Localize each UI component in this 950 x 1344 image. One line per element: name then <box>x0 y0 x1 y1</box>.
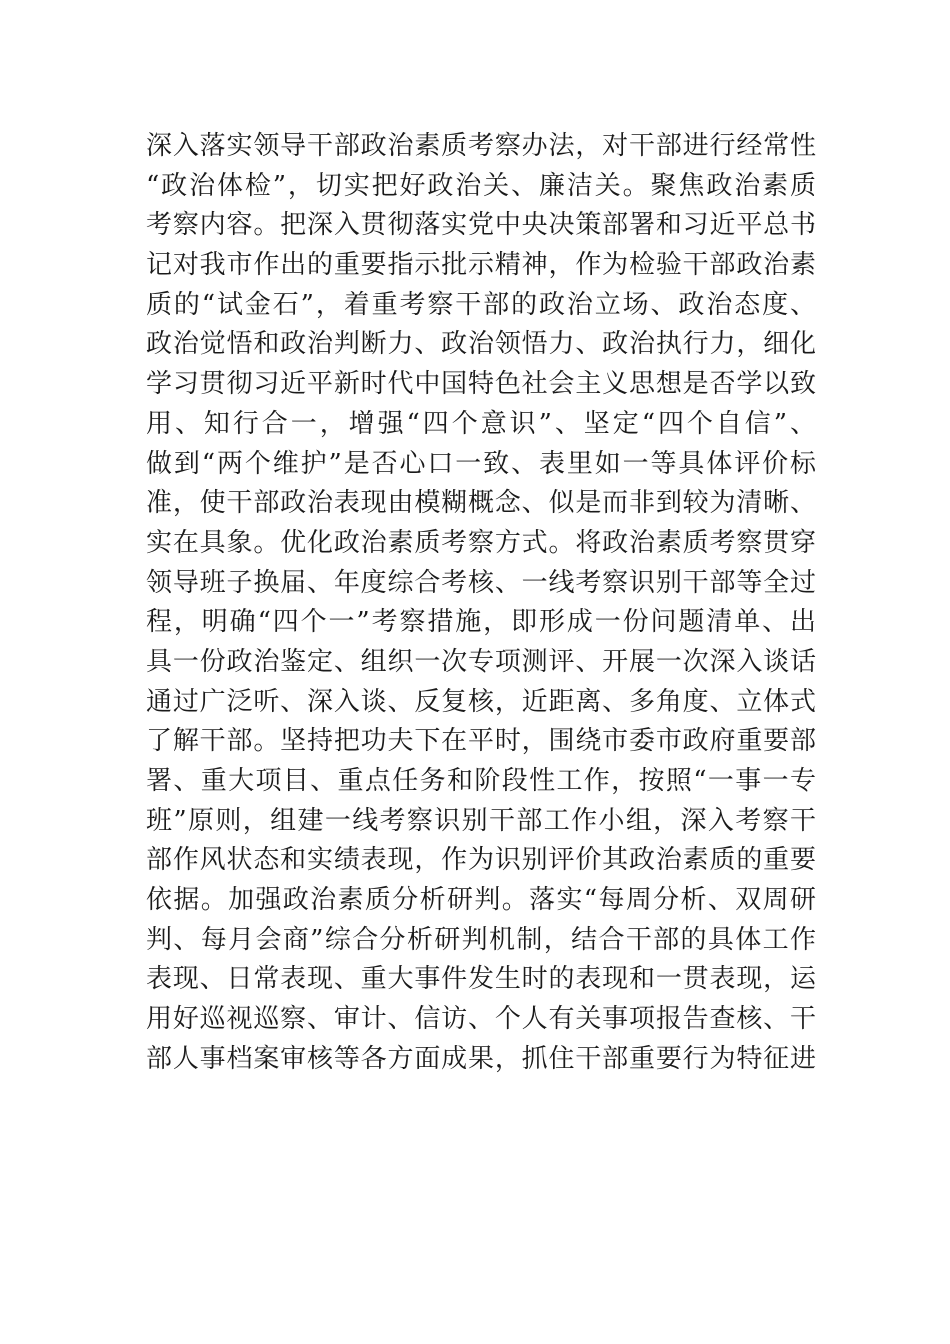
text-line-18: 班”原则，组建一线考察识别干部工作小组，深入考察干 <box>146 805 816 836</box>
body-paragraph <box>146 127 816 1080</box>
text-line-24: 部人事档案审核等各方面成果，抓住干部重要行为特征进 <box>146 1043 816 1074</box>
text-line-9: 做到“两个维护”是否心口一致、表里如一等具体评价标 <box>146 448 816 479</box>
text-line-23: 用好巡视巡察、审计、信访、个人有关事项报告查核、干 <box>146 1004 816 1035</box>
text-line-1: 深入落实领导干部政治素质考察办法，对干部进行经常性 <box>146 131 816 161</box>
text-line-7: 学习贯彻习近平新时代中国特色社会主义思想是否学以致 <box>146 369 816 400</box>
text-line-4: 记对我市作出的重要指示批示精神，作为检验干部政治素 <box>146 250 816 281</box>
text-line-12: 领导班子换届、年度综合考核、一线考察识别干部等全过 <box>146 567 816 598</box>
text-line-11: 实在具象。优化政治素质考察方式。将政治素质考察贯穿 <box>146 527 816 558</box>
text-line-6: 政治觉悟和政治判断力、政治领悟力、政治执行力，细化 <box>146 329 816 360</box>
text-line-14: 具一份政治鉴定、组织一次专项测评、开展一次深入谈话 <box>146 646 816 677</box>
text-line-3: 考察内容。把深入贯彻落实党中央决策部署和习近平总书 <box>146 210 816 241</box>
text-line-2: “政治体检”，切实把好政治关、廉洁关。聚焦政治素质 <box>146 170 816 201</box>
text-line-8: 用、知行合一，增强“四个意识”、坚定“四个自信”、 <box>146 408 816 439</box>
text-line-21: 判、每月会商”综合分析研判机制，结合干部的具体工作 <box>146 924 816 955</box>
text-line-19: 部作风状态和实绩表现，作为识别评价其政治素质的重要 <box>146 845 816 876</box>
text-line-15: 通过广泛听、深入谈、反复核，近距离、多角度、立体式 <box>146 686 816 717</box>
text-line-22: 表现、日常表现、重大事件发生时的表现和一贯表现，运 <box>146 964 816 995</box>
text-line-13: 程，明确“四个一”考察措施，即形成一份问题清单、出 <box>146 607 816 638</box>
text-line-10: 准，使干部政治表现由模糊概念、似是而非到较为清晰、 <box>146 488 816 519</box>
text-line-5: 质的“试金石”，着重考察干部的政治立场、政治态度、 <box>146 289 816 320</box>
text-line-17: 署、重大项目、重点任务和阶段性工作，按照“一事一专 <box>146 766 816 796</box>
text-line-16: 了解干部。坚持把功夫下在平时，围绕市委市政府重要部 <box>146 726 816 757</box>
text-line-20: 依据。加强政治素质分析研判。落实“每周分析、双周研 <box>146 885 816 916</box>
